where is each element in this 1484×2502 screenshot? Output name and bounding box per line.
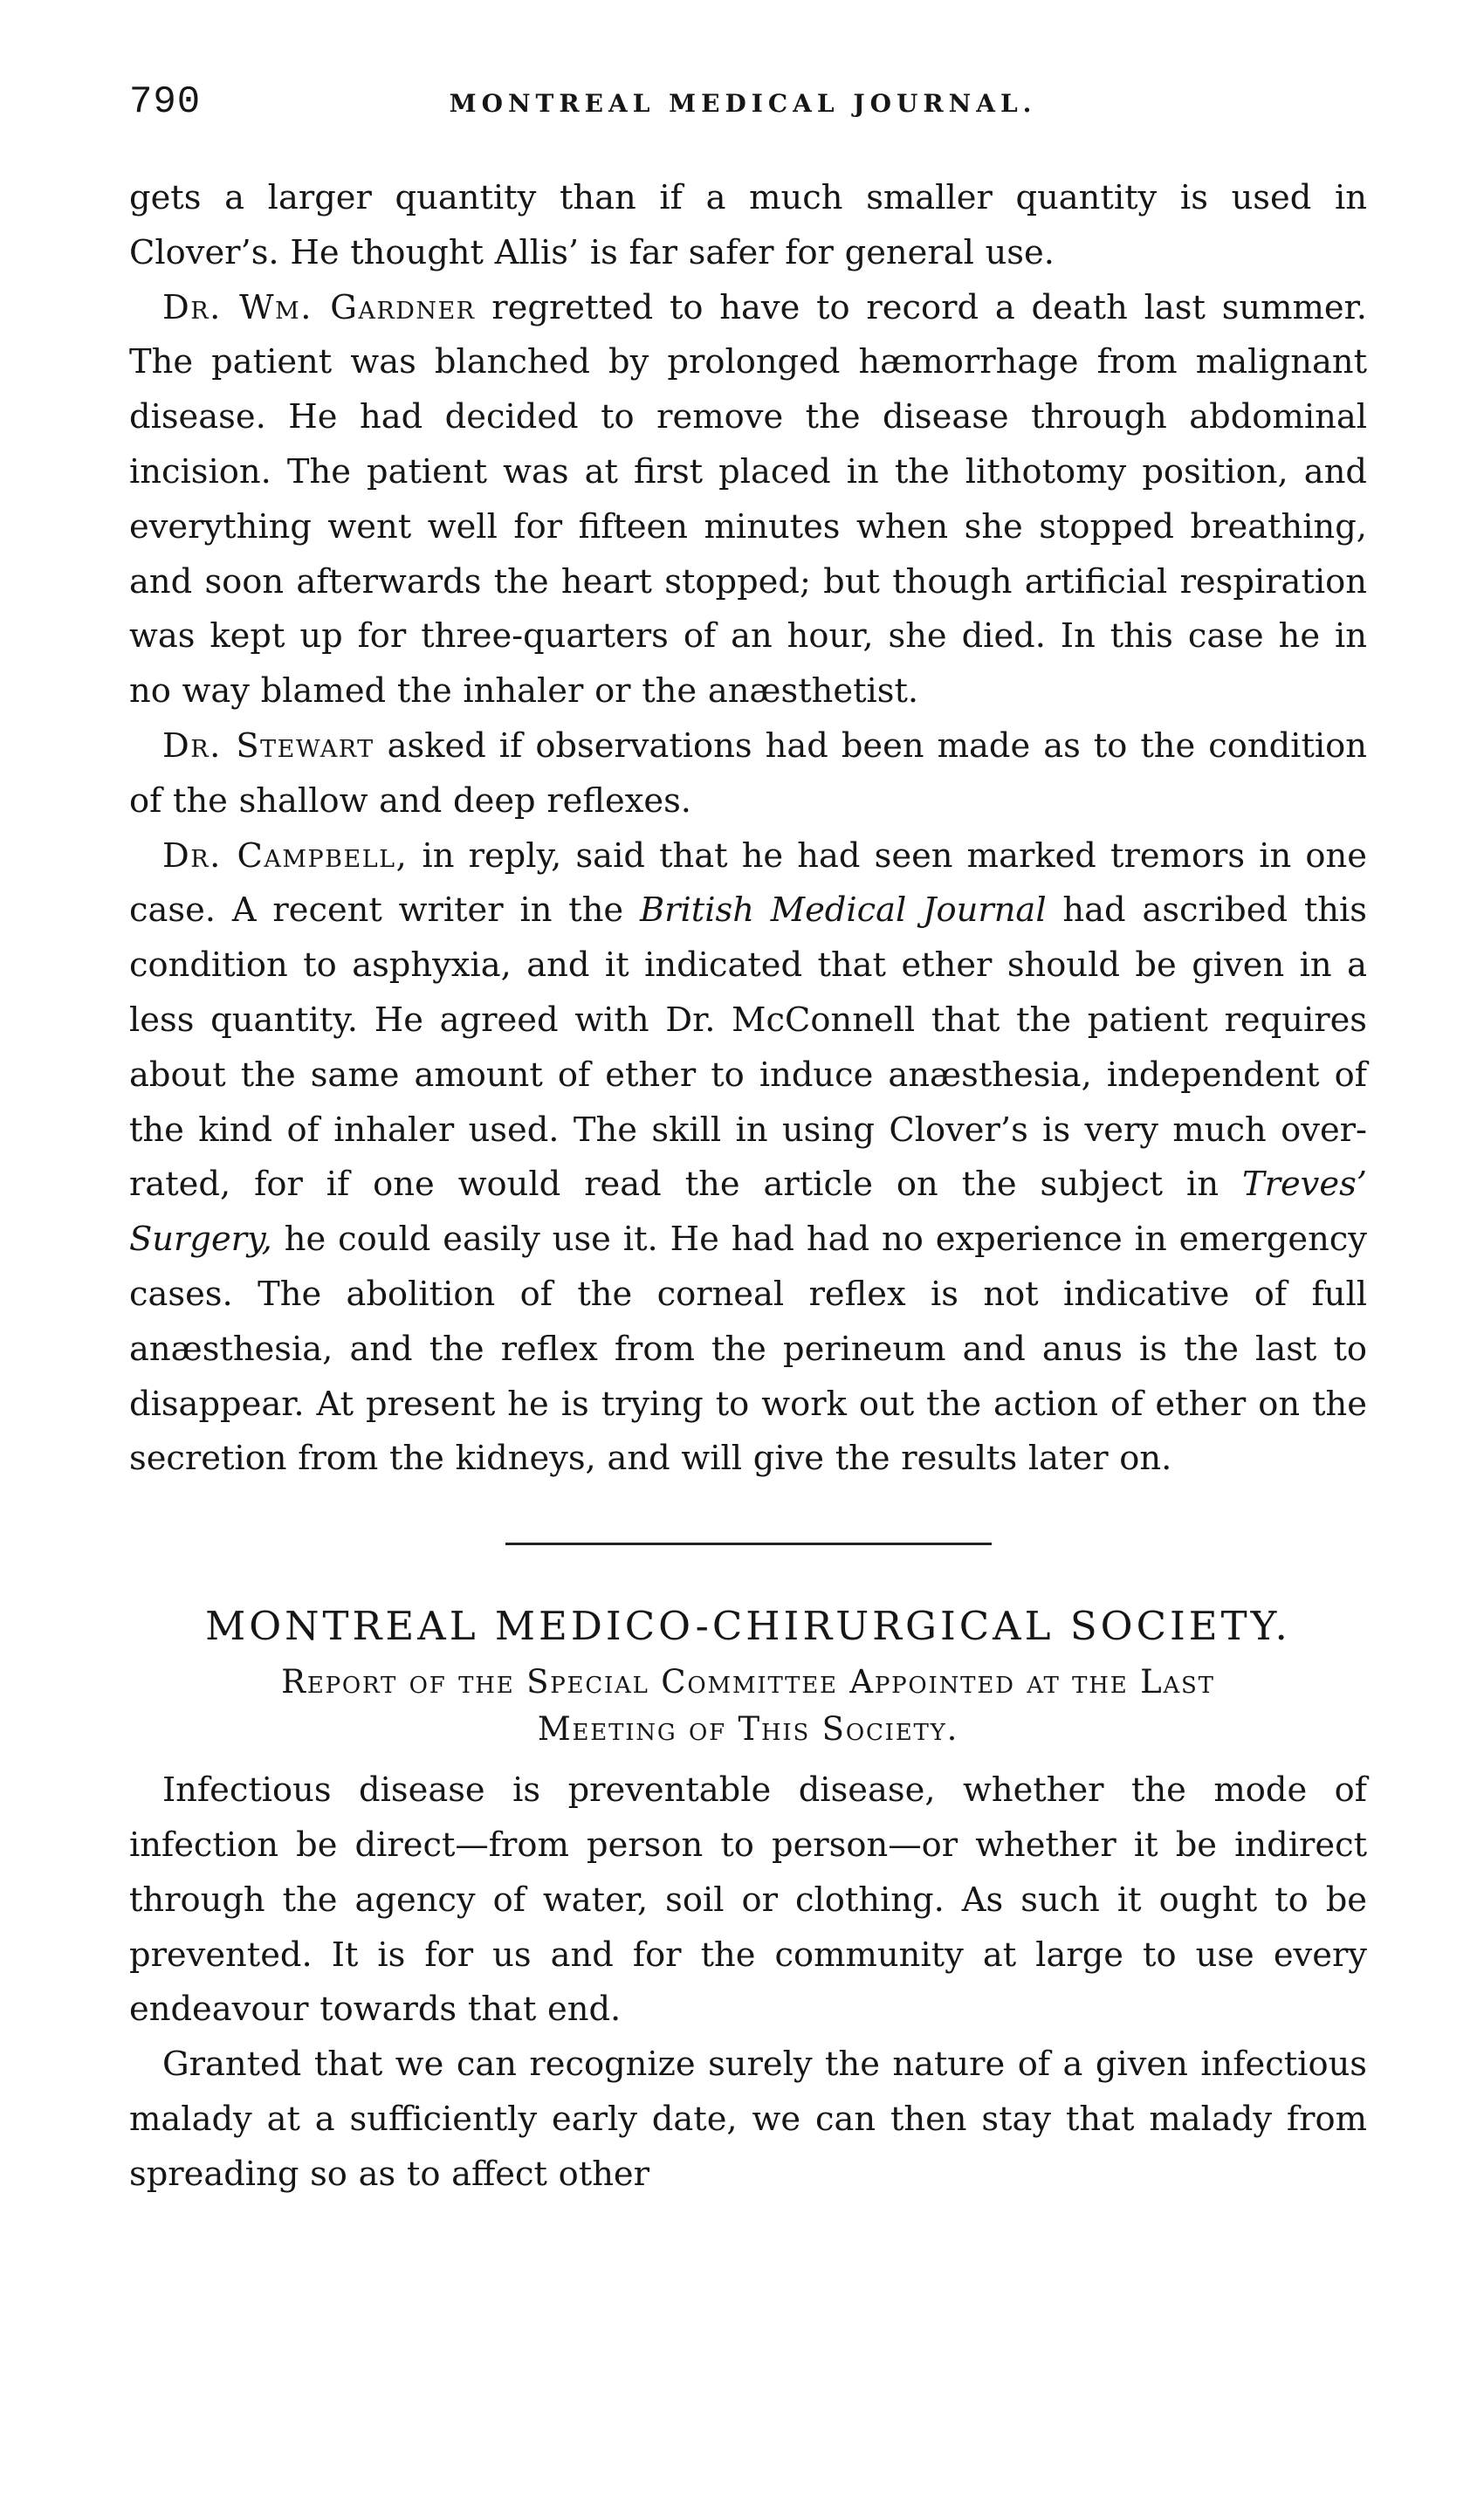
society-section [129,1601,1367,2202]
paragraph-text: had ascribed this condition to asphyxia, and it indicated that ether should be given in a less quantity. He agreed with Dr. McConnell that the patient requires about the same amount of ether to induce anæsthesia, independent of the kind of inhaler used. The skill in using Clover’s is very much over-rated, for if one would read the article on the subject in [129,890,1367,1205]
report-heading [129,1659,1367,1753]
discussion-section [129,171,1367,1487]
society-heading: MONTREAL MEDICO-CHIRURGICAL SOCIETY. [205,1603,1291,1650]
running-head [129,80,1367,141]
paragraph-infectious-disease: Infectious disease is preventable disease, whether the mode of infection be direct—from person to person—or whether it be indirect through the agency of water, soil or clothing. As such it ought to be prevented. It is for us and for the community at large to use every endeavour towards that end. [129,1770,1367,2030]
journal-title: MONTREAL MEDICAL JOURNAL. [449,89,1037,118]
paragraph-continued: gets a larger quantity than if a much smaller quantity is used in Clover’s. He thought Allis’ is far safer for general use. [129,178,1367,272]
italic-citation: Treves’ Surgery, [129,1165,1367,1260]
speaker-name: Dr. Stewart [162,725,374,766]
speaker-name: Dr. Wm. Gardner [162,287,476,327]
report-heading-line-1: Report of the Special Committee Appointed at the Last [281,1663,1215,1701]
speaker-name: Dr. Campbell, [162,835,409,876]
italic-citation: British Medical Journal [639,890,1047,931]
paragraph-granted: Granted that we can recognize surely the nature of a given infectious malady at a sufficiently early date, we can then stay that malady from spreading so as to affect other [129,2045,1367,2194]
paragraph-text: he could easily use it. He had had no experience in emergency cases. The abolition of the corneal reflex is not indicative of full anæsthesia, and the reflex from the perineum and anus is the last to disappear. At present he is trying to work out the action of ether on the secretion from the kidneys, and will give the results later on. [129,1220,1367,1479]
paragraph-text: in reply, said that he had seen marked tremors in one case. A recent writer in the [129,835,1367,931]
report-heading-line-2: Meeting of This Society. [537,1710,959,1749]
section-divider [505,1543,992,1545]
paragraph-campbell [129,829,1367,1488]
paragraph-gardner [129,281,1367,719]
paragraph-text: asked if observations had been made as to the condition of the shallow and deep reflexes. [129,725,1367,821]
page-number: 790 [129,80,202,124]
paragraph-text: regretted to have to record a death last summer. The patient was blanched by prolonged hæmorrhage from malignant disease. He had decided to remove the disease through abdominal incision. The patient was at first placed in the lithotomy position, and everything went well for fifteen minutes when she stopped breathing, and soon afterwards the heart stopped; but though artificial respiration was kept up for three-quarters of an hour, she died. In this case he in no way blamed the inhaler or the anæsthetist. [129,287,1367,711]
paragraph-stewart [129,719,1367,829]
